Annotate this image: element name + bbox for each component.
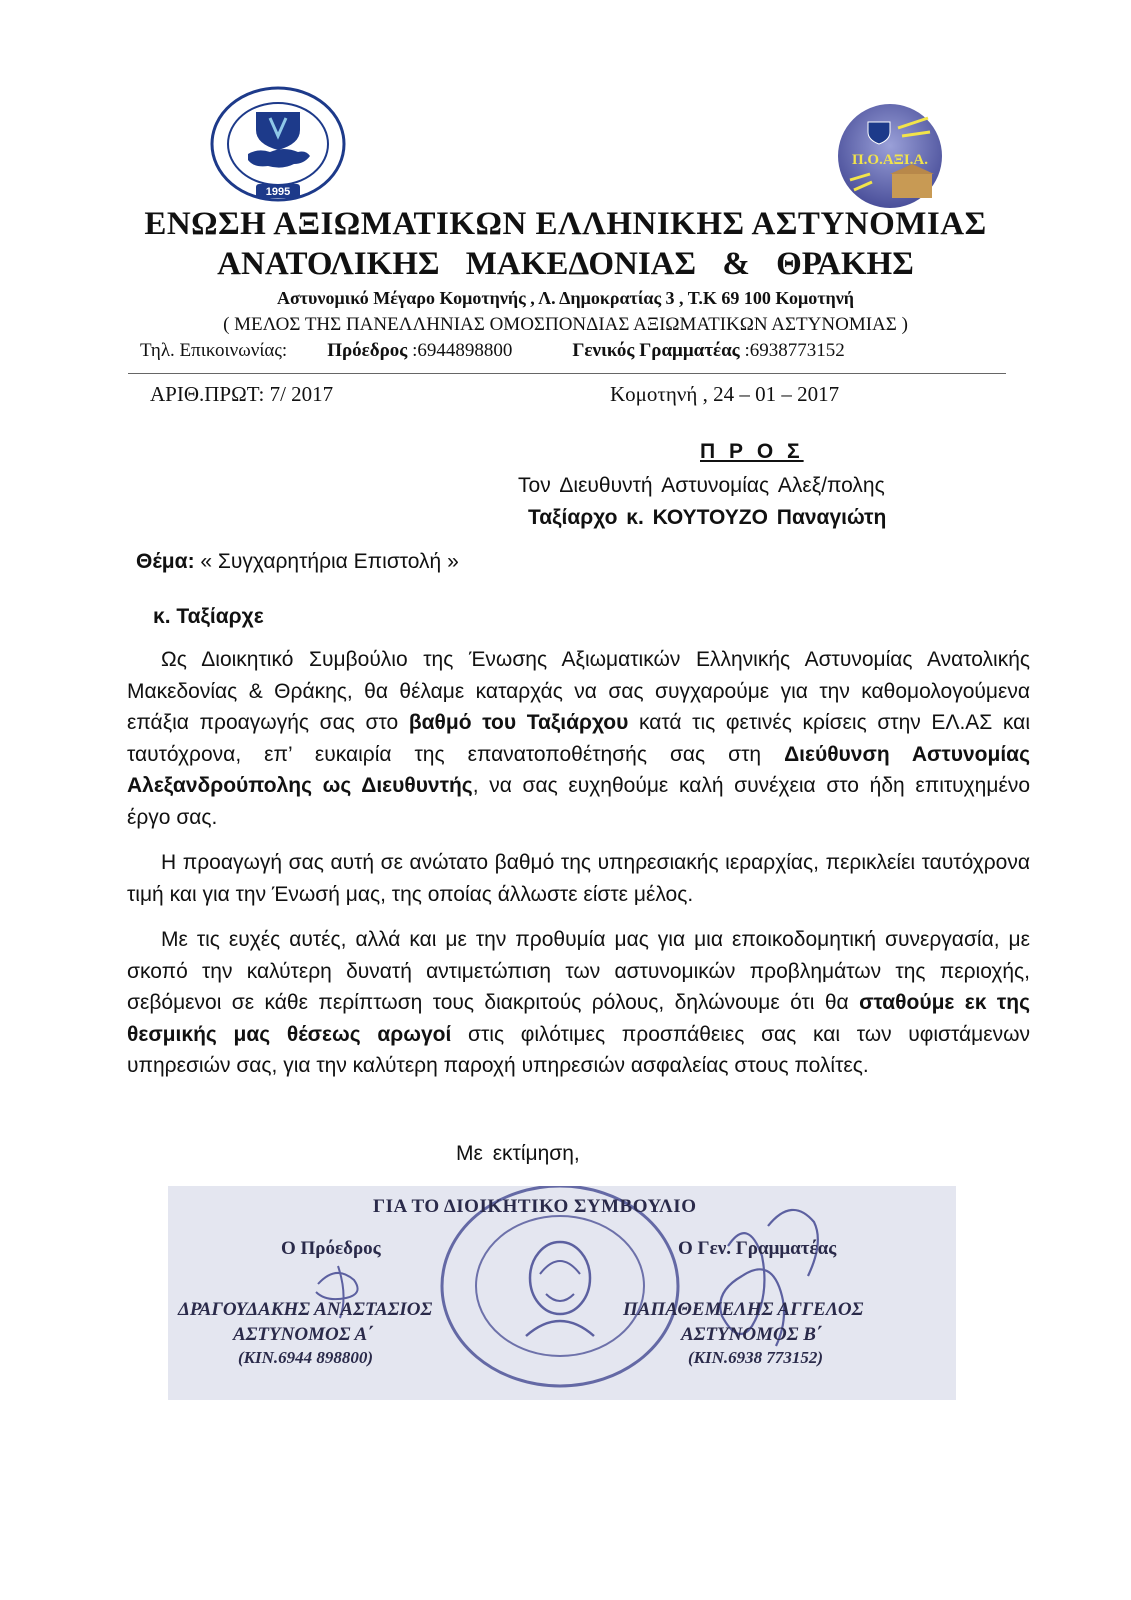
association-logo <box>208 84 348 204</box>
secretary-phone-label: Γενικός Γραμματέας <box>572 340 740 361</box>
secretary-name: ΠΑΠΑΘΕΜΕΛΗΣ ΑΓΓΕΛΟΣ <box>623 1299 864 1320</box>
subject-line <box>136 550 459 574</box>
secretary-title: Ο Γεν. Γραμματέας <box>678 1238 837 1259</box>
logo-year: 1995 <box>265 186 291 198</box>
contact-phones <box>140 340 1000 362</box>
federation-membership: ( ΜΕΛΟΣ ΤΗΣ ΠΑΝΕΛΛΗΝΙΑΣ ΟΜΟΣΠΟΝΔΙΑΣ ΑΞΙΩΜΑΤΙΚΩΝ ΑΣΤΥΝΟΜΙΑΣ ) <box>223 314 908 335</box>
header-divider <box>128 373 1006 374</box>
place-and-date: Κομοτηνή , 24 – 01 – 2017 <box>610 382 840 406</box>
recipient-heading: Π Ρ Ο Σ <box>700 440 804 463</box>
organization-address: Αστυνομικό Μέγαρο Κομοτηνής , Λ. Δημοκρατίας 3 , Τ.Κ 69 100 Κομοτηνή <box>276 288 855 308</box>
signature-heading: ΓΙΑ ΤΟ ΔΙΟΙΚΗΤΙΚΟ ΣΥΜΒΟΥΛΙΟ <box>373 1196 697 1217</box>
president-mobile: (ΚΙΝ.6944 898800) <box>238 1348 374 1367</box>
president-title: Ο Πρόεδρος <box>281 1238 381 1259</box>
president-phone: :6944898800 <box>407 340 513 361</box>
secretary-mobile: (ΚΙΝ.6938 773152) <box>688 1348 824 1367</box>
closing-phrase: Με εκτίμηση, <box>456 1142 580 1165</box>
protocol-number: ΑΡΙΘ.ΠΡΩΤ: 7/ 2017 <box>150 382 334 406</box>
body-paragraph-2: Η προαγωγή σας αυτή σε ανώτατο βαθμό της υπηρεσιακής ιεραρχίας, περικλείει ταυτόχρονα τιμή και για την Ένωσή μας, της οποίας άλλωστε είστε μέλος. <box>127 851 1030 906</box>
subject-text: « Συγχαρητήρια Επιστολή » <box>194 550 459 573</box>
federation-emblem-icon <box>828 100 952 210</box>
recipient-line2: Ταξίαρχο κ. ΚΟΥΤΟΥΖΟ Παναγιώτη <box>528 506 887 529</box>
federation-logo <box>828 100 952 210</box>
salutation: κ. Ταξίαρχε <box>153 605 264 628</box>
secretary-rank: ΑΣΤΥΝΟΜΟΣ Β΄ <box>681 1324 823 1345</box>
recipient-line1: Τον Διευθυντή Αστυνομίας Αλεξ/πολης <box>518 474 885 497</box>
body-paragraph-1: Ως Διοικητικό Συμβούλιο της Ένωσης Αξιωματικών Ελληνικής Αστυνομίας Ανατολικής Μακεδονίας & Θράκης, θα θέλαμε καταρχάς να σας συγχαρούμε για την καθομολογούμενα επάξια προαγωγής σας στο βαθμό του Ταξιάρχου κατά τις φετινές κρίσεις στην ΕΛ.ΑΣ και ταυτόχρονα, επ’ ευκαιρία της επανατοποθέτησής σας στη Διεύθυνση Αστυνομίας Αλεξανδρούπολης ως Διευθυντής, να σας ευχηθούμε καλή συνέχεια στο ήδη επιτυχημένο έργο σας. <box>127 648 1030 829</box>
organization-name-line2: ΑΝΑΤΟΛΙΚΗΣ ΜΑΚΕΔΟΝΙΑΣ & ΘΡΑΚΗΣ <box>217 246 914 282</box>
body-paragraph-3: Με τις ευχές αυτές, αλλά και με την προθυμία μας για μια εποικοδομητική συνεργασία, με σκοπό την καλύτερη δυνατή αντιμετώπιση των αστυνομικών προβλημάτων της περιοχής, σεβόμενοι σε κάθε περίπτωση τους διακριτούς ρόλους, δηλώνουμε ότι θα σταθούμε εκ της θεσμικής μας θέσεως αρωγοί στις φιλότιμες προσπάθειες σας και των υφιστάμενων υπηρεσιών σας, για την καλύτερη παροχή υπηρεσιών ασφαλείας στους πολίτες. <box>127 928 1030 1077</box>
signature-block <box>168 1186 956 1400</box>
association-seal-icon <box>208 84 348 204</box>
president-name: ΔΡΑΓΟΥΔΑΚΗΣ ΑΝΑΣΤΑΣΙΟΣ <box>178 1299 433 1320</box>
organization-name-line1: ΕΝΩΣΗ ΑΞΙΩΜΑΤΙΚΩΝ ΕΛΛΗΝΙΚΗΣ ΑΣΤΥΝΟΜΙΑΣ <box>144 206 987 242</box>
letter-body <box>127 644 1030 1096</box>
subject-label: Θέμα: <box>136 550 195 573</box>
president-rank: ΑΣΤΥΝΟΜΟΣ Α΄ <box>233 1324 374 1345</box>
federation-logo-text: Π.Ο.ΑΞΙ.Α. <box>852 152 928 168</box>
secretary-phone: :6938773152 <box>739 340 845 361</box>
president-phone-label: Πρόεδρος <box>327 340 408 361</box>
phones-label: Τηλ. Επικοινωνίας: <box>140 340 288 361</box>
